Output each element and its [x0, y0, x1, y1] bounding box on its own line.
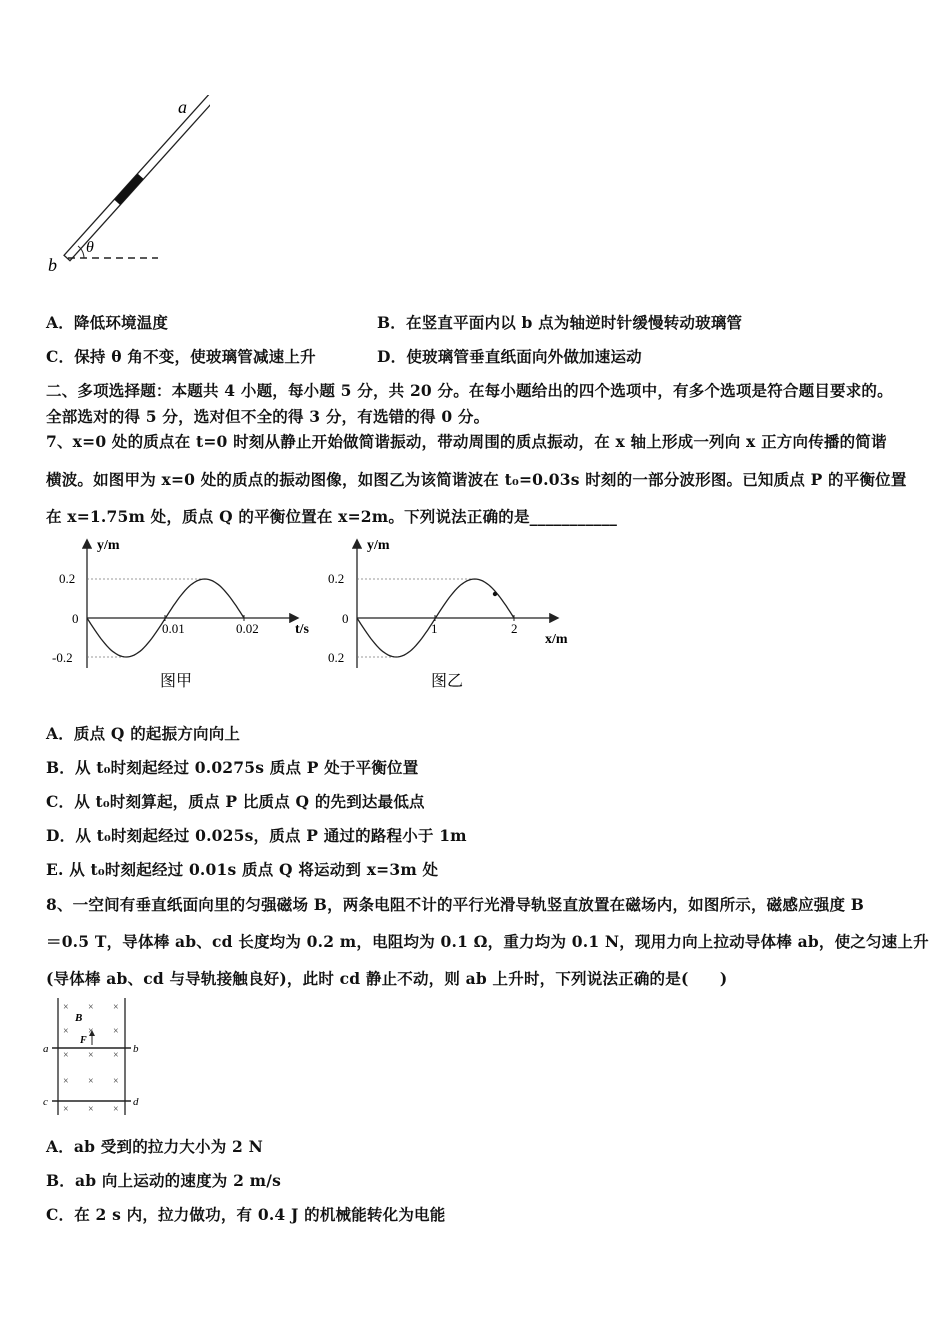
- rails-figure: [40, 995, 150, 1120]
- field-cross: ×: [88, 1002, 94, 1013]
- label-B: B: [75, 1012, 83, 1024]
- label-theta: θ: [86, 239, 94, 256]
- label-d: d: [133, 1096, 139, 1108]
- caption-yi: 图乙: [431, 673, 464, 690]
- y-axis-label: y/m: [97, 538, 120, 553]
- q7-option-c: C．从 t₀时刻算起，质点 P 比质点 Q 的先到达最低点: [46, 792, 425, 811]
- y-axis-label: y/m: [367, 538, 390, 553]
- field-cross: ×: [113, 1002, 119, 1013]
- label-c: c: [43, 1096, 48, 1108]
- q6-option-b: B．在竖直平面内以 b 点为轴逆时针缓慢转动玻璃管: [377, 313, 743, 332]
- field-cross: ×: [63, 1104, 69, 1115]
- q8-option-b: B．ab 向上运动的速度为 2 m/s: [46, 1171, 282, 1190]
- y-tick-zero: 0: [342, 611, 349, 626]
- q8-line1: 8、一空间有垂直纸面向里的匀强磁场 B，两条电阻不计的平行光滑导轨竖直放置在磁场内，如图所示，磁感应强度 B: [46, 895, 865, 914]
- q7-option-b: B．从 t₀时刻起经过 0.0275s 质点 P 处于平衡位置: [46, 758, 419, 777]
- field-cross: ×: [63, 1002, 69, 1013]
- q7-option-d: D．从 t₀时刻起经过 0.025s，质点 P 通过的路程小于 1m: [46, 826, 467, 845]
- field-cross: ×: [113, 1076, 119, 1087]
- y-tick-bottom: 0.2: [328, 650, 345, 665]
- x-axis-label: t/s: [295, 622, 309, 637]
- field-cross: ×: [63, 1076, 69, 1087]
- field-crosses: [63, 1002, 119, 1115]
- q8-option-c: C．在 2 s 内，拉力做功，有 0.4 J 的机械能转化为电能: [46, 1205, 446, 1224]
- q7-option-e: E. 从 t₀时刻起经过 0.01s 质点 Q 将运动到 x=3m 处: [46, 860, 439, 879]
- x-tick-2: 0.02: [236, 621, 259, 636]
- x-axis-label: x/m: [545, 632, 568, 647]
- q8-line2: ＝0.5 T，导体棒 ab、cd 长度均为 0.2 m，电阻均为 0.1 Ω，重力均为 0.1 N，现用力向上拉动导体棒 ab，使之匀速上升: [46, 932, 929, 951]
- y-tick-zero: 0: [72, 611, 79, 626]
- field-cross: ×: [113, 1104, 119, 1115]
- caption-jia: 图甲: [160, 673, 193, 690]
- point-p: [493, 592, 497, 596]
- label-b: b: [133, 1043, 139, 1055]
- q6-option-d: D．使玻璃管垂直纸面向外做加速运动: [377, 347, 642, 366]
- label-a: a: [43, 1043, 49, 1055]
- section2-line1: 二、多项选择题：本题共 4 小题，每小题 5 分，共 20 分。在每小题给出的四个选项中，有多个选项是符合题目要求的。: [46, 381, 893, 400]
- x-tick-2: 2: [511, 621, 518, 636]
- y-tick-top: 0.2: [59, 571, 76, 586]
- q8-option-a: A．ab 受到的拉力大小为 2 N: [46, 1137, 263, 1156]
- q6-option-c: C．保持 θ 角不变，使玻璃管减速上升: [46, 347, 316, 366]
- field-cross: ×: [88, 1050, 94, 1061]
- vibration-graph-jia: [45, 533, 335, 693]
- section2-line2: 全部选对的得 5 分，选对但不全的得 3 分，有选错的得 0 分。: [46, 407, 490, 426]
- x-tick-1: 0.01: [162, 621, 185, 636]
- field-cross: ×: [88, 1104, 94, 1115]
- waveform-graph-yi: [325, 533, 590, 693]
- label-F: F: [80, 1035, 87, 1046]
- field-cross: ×: [88, 1026, 94, 1037]
- q8-line3: (导体棒 ab、cd 与导轨接触良好)，此时 cd 静止不动，则 ab 上升时，下列说法正确的是( ): [46, 969, 728, 988]
- y-tick-bottom: -0.2: [52, 650, 73, 665]
- label-a: a: [178, 97, 187, 117]
- label-b: b: [48, 255, 57, 275]
- field-cross: ×: [113, 1026, 119, 1037]
- y-tick-top: 0.2: [328, 571, 345, 586]
- field-cross: ×: [63, 1050, 69, 1061]
- field-cross: ×: [88, 1076, 94, 1087]
- q6-option-a: A．降低环境温度: [46, 313, 169, 332]
- q7-line1: 7、x=0 处的质点在 t=0 时刻从静止开始做简谐振动，带动周围的质点振动，在 x 轴上形成一列向 x 正方向传播的简谐: [46, 432, 887, 451]
- q7-option-a: A．质点 Q 的起振方向向上: [46, 724, 241, 743]
- x-tick-1: 1: [431, 621, 438, 636]
- tube-figure: [40, 95, 210, 280]
- field-cross: ×: [63, 1026, 69, 1037]
- mercury-column: [114, 174, 143, 205]
- q7-line3: 在 x=1.75m 处，质点 Q 的平衡位置在 x=2m。下列说法正确的是___________: [46, 507, 618, 526]
- field-cross: ×: [113, 1050, 119, 1061]
- q7-line2: 横波。如图甲为 x=0 处的质点的振动图像，如图乙为该简谐波在 t₀=0.03s 时刻的一部分波形图。已知质点 P 的平衡位置: [46, 470, 907, 489]
